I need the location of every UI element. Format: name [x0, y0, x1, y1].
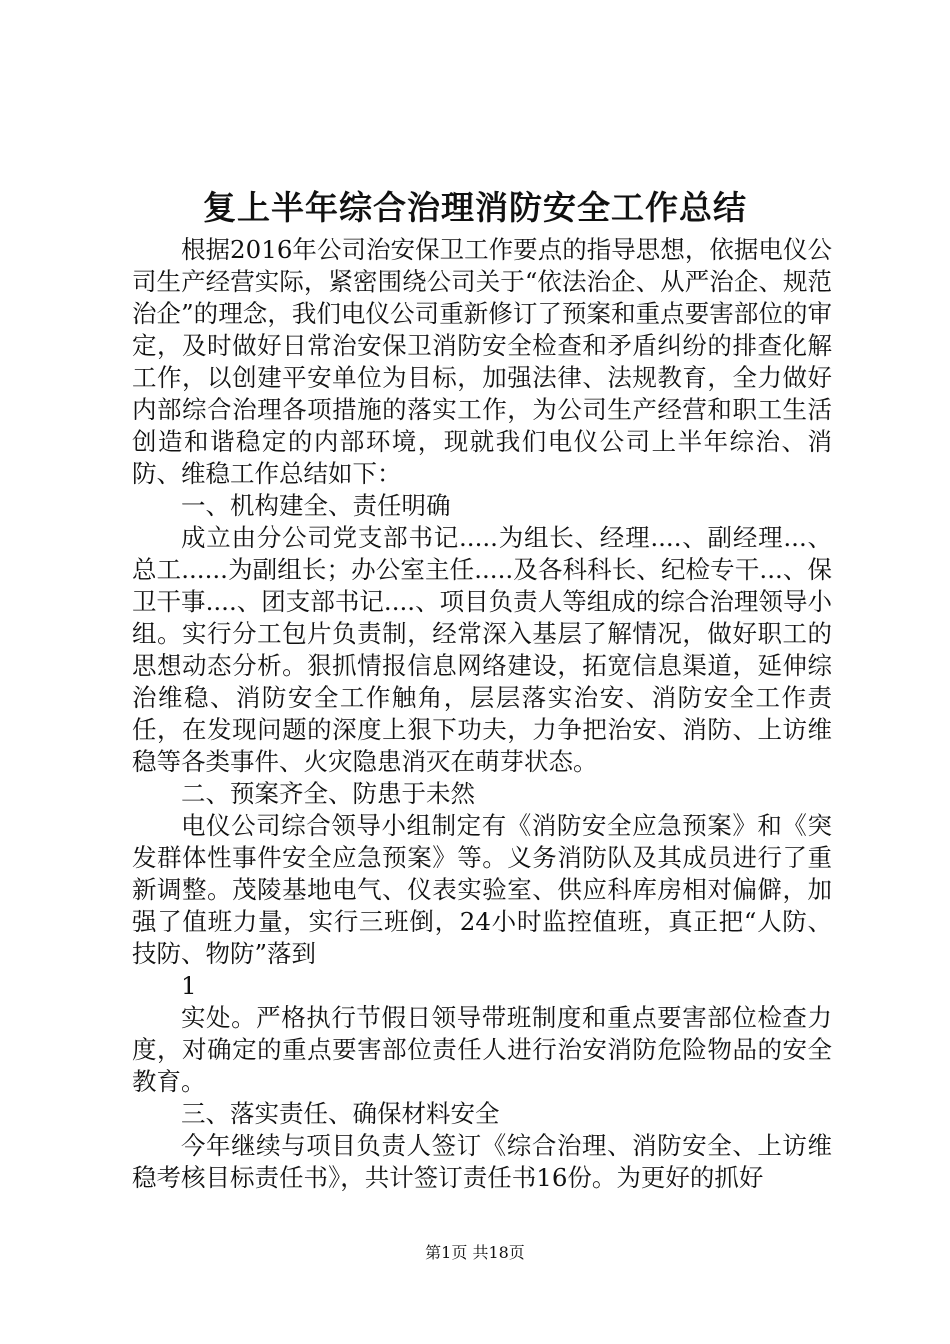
paragraph-section-3: 今年继续与项目负责人签订《综合治理、消防安全、上访维稳考核目标责任书》，共计签订责任书16份。为更好的抓好: [132, 1131, 832, 1192]
document-title: 复上半年综合治理消防安全工作总结: [203, 188, 747, 227]
section-heading-2: 二、预案齐全、防患于未然: [181, 779, 475, 808]
paragraph-section-2: 电仪公司综合领导小组制定有《消防安全应急预案》和《突发群体性事件安全应急预案》等。义务消防队及其成员进行了重新调整。茂陵基地电气、仪表实验室、供应科库房相对偏僻，加强了值班力量，实行三班倒，24小时监控值班，真正把“人防、技防、物防”落到: [132, 811, 832, 968]
paragraph-section-2-continued: 实处。严格执行节假日领导带班制度和重点要害部位检查力度，对确定的重点要害部位责任人进行治安消防危险物品的安全教育。: [132, 1003, 832, 1096]
document-body: [132, 234, 832, 1194]
page-footer: 第1页 共18页: [425, 1243, 525, 1262]
inline-page-number: 1: [181, 971, 197, 1000]
section-heading-1: 一、机构建全、责任明确: [181, 491, 451, 520]
paragraph-intro: 根据2016年公司治安保卫工作要点的指导思想，依据电仪公司生产经营实际，紧密围绕公司关于“依法治企、从严治企、规范治企”的理念，我们电仪公司重新修订了预案和重点要害部位的审定，及时做好日常治安保卫消防安全检查和矛盾纠纷的排查化解工作，以创建平安单位为目标，加强法律、法规教育，全力做好内部综合治理各项措施的落实工作，为公司生产经营和职工生活创造和谐稳定的内部环境，现就我们电仪公司上半年综治、消防、维稳工作总结如下：: [132, 235, 832, 488]
paragraph-section-1: 成立由分公司党支部书记.....为组长、经理....、副经理...、总工......为副组长；办公室主任.....及各科科长、纪检专干...、保卫干事....、团支部书记....、项目负责人等组成的综合治理领导小组。实行分工包片负责制，经常深入基层了解情况，做好职工的思想动态分析。狠抓情报信息网络建设，拓宽信息渠道，延伸综治维稳、消防安全工作触角，层层落实治安、消防安全工作责任，在发现问题的深度上狠下功夫，力争把治安、消防、上访维稳等各类事件、火灾隐患消灭在萌芽状态。: [132, 523, 832, 776]
section-heading-3: 三、落实责任、确保材料安全: [181, 1099, 500, 1128]
